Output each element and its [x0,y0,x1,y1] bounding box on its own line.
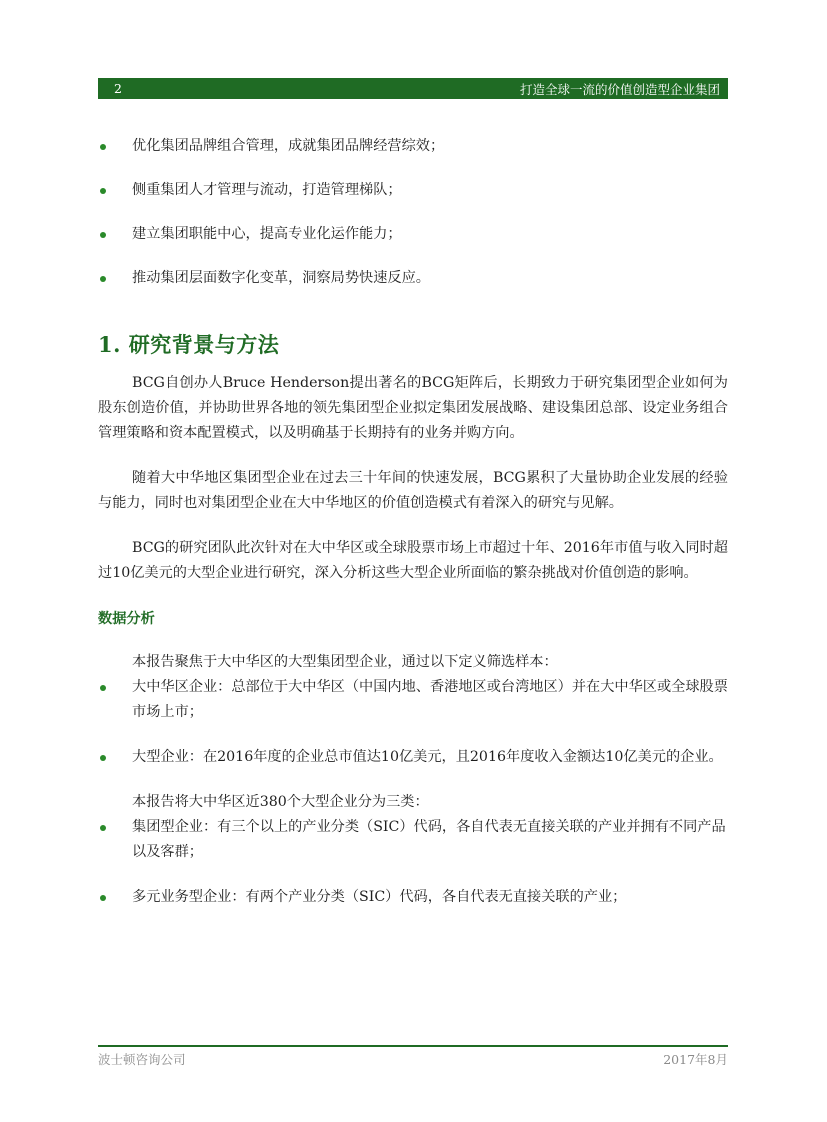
bullet-dot-icon [100,188,106,194]
bullet-dot-icon [100,144,106,150]
footer-company: 波士顿咨询公司 [98,1052,186,1067]
intro-bullet-list [98,134,728,291]
list-item [98,745,728,770]
footer-date: 2017年8月 [663,1052,728,1067]
section-heading: 1. 研究背景与方法 [98,332,280,357]
list-item [98,266,728,291]
list-item [98,222,728,247]
definition-bullet-list [98,675,728,770]
classification-bullet-list [98,815,728,910]
page-header-bar [98,78,728,99]
page-number: 2 [114,81,122,96]
bullet-dot-icon [100,276,106,282]
list-item-text: 推动集团层面数字化变革，洞察局势快速反应。 [132,270,430,286]
list-item [98,815,728,865]
bullet-dot-icon [100,895,106,901]
list-item-text: 多元业务型企业：有两个产业分类（SIC）代码，各自代表无直接关联的产业； [132,889,627,905]
bullet-dot-icon [100,825,106,831]
list-item [98,675,728,725]
paragraph: 本报告聚焦于大中华区的大型集团型企业，通过以下定义筛选样本： [132,654,558,670]
list-item [98,134,728,159]
paragraph: 本报告将大中华区近380个大型企业分为三类： [132,794,429,810]
header-title: 打造全球一流的价值创造型企业集团 [519,81,720,97]
subsection-heading: 数据分析 [98,611,155,627]
bullet-dot-icon [100,232,106,238]
list-item [98,885,728,910]
footer-divider [98,1045,728,1047]
page-content [98,134,728,930]
bullet-dot-icon [100,685,106,691]
list-item-text: 侧重集团人才管理与流动，打造管理梯队； [132,182,402,198]
list-item-text: 优化集团品牌组合管理，成就集团品牌经营综效； [132,138,445,154]
paragraph: 随着大中华地区集团型企业在过去三十年间的快速发展，BCG累积了大量协助企业发展的经验与能力，同时也对集团型企业在大中华地区的价值创造模式有着深入的研究与见解。 [98,470,728,511]
list-item-text: 大中华区企业：总部位于大中华区（中国内地、香港地区或台湾地区）并在大中华区或全球股票市场上市； [132,679,728,720]
list-item [98,178,728,203]
list-item-text: 大型企业：在2016年度的企业总市值达10亿美元，且2016年度收入金额达10亿美元的企业。 [132,749,723,765]
bullet-dot-icon [100,755,106,761]
list-item-text: 集团型企业：有三个以上的产业分类（SIC）代码，各自代表无直接关联的产业并拥有不同产品以及客群； [132,819,726,860]
paragraph: BCG的研究团队此次针对在大中华区或全球股票市场上市超过十年、2016年市值与收入同时超过10亿美元的大型企业进行研究，深入分析这些大型企业所面临的繁杂挑战对价值创造的影响。 [98,540,728,581]
list-item-text: 建立集团职能中心，提高专业化运作能力； [132,226,402,242]
paragraph: BCG自创办人Bruce Henderson提出著名的BCG矩阵后，长期致力于研究集团型企业如何为股东创造价值，并协助世界各地的领先集团型企业拟定集团发展战略、建设集团总部、设定业务组合管理策略和资本配置模式，以及明确基于长期持有的业务并购方向。 [98,375,728,441]
